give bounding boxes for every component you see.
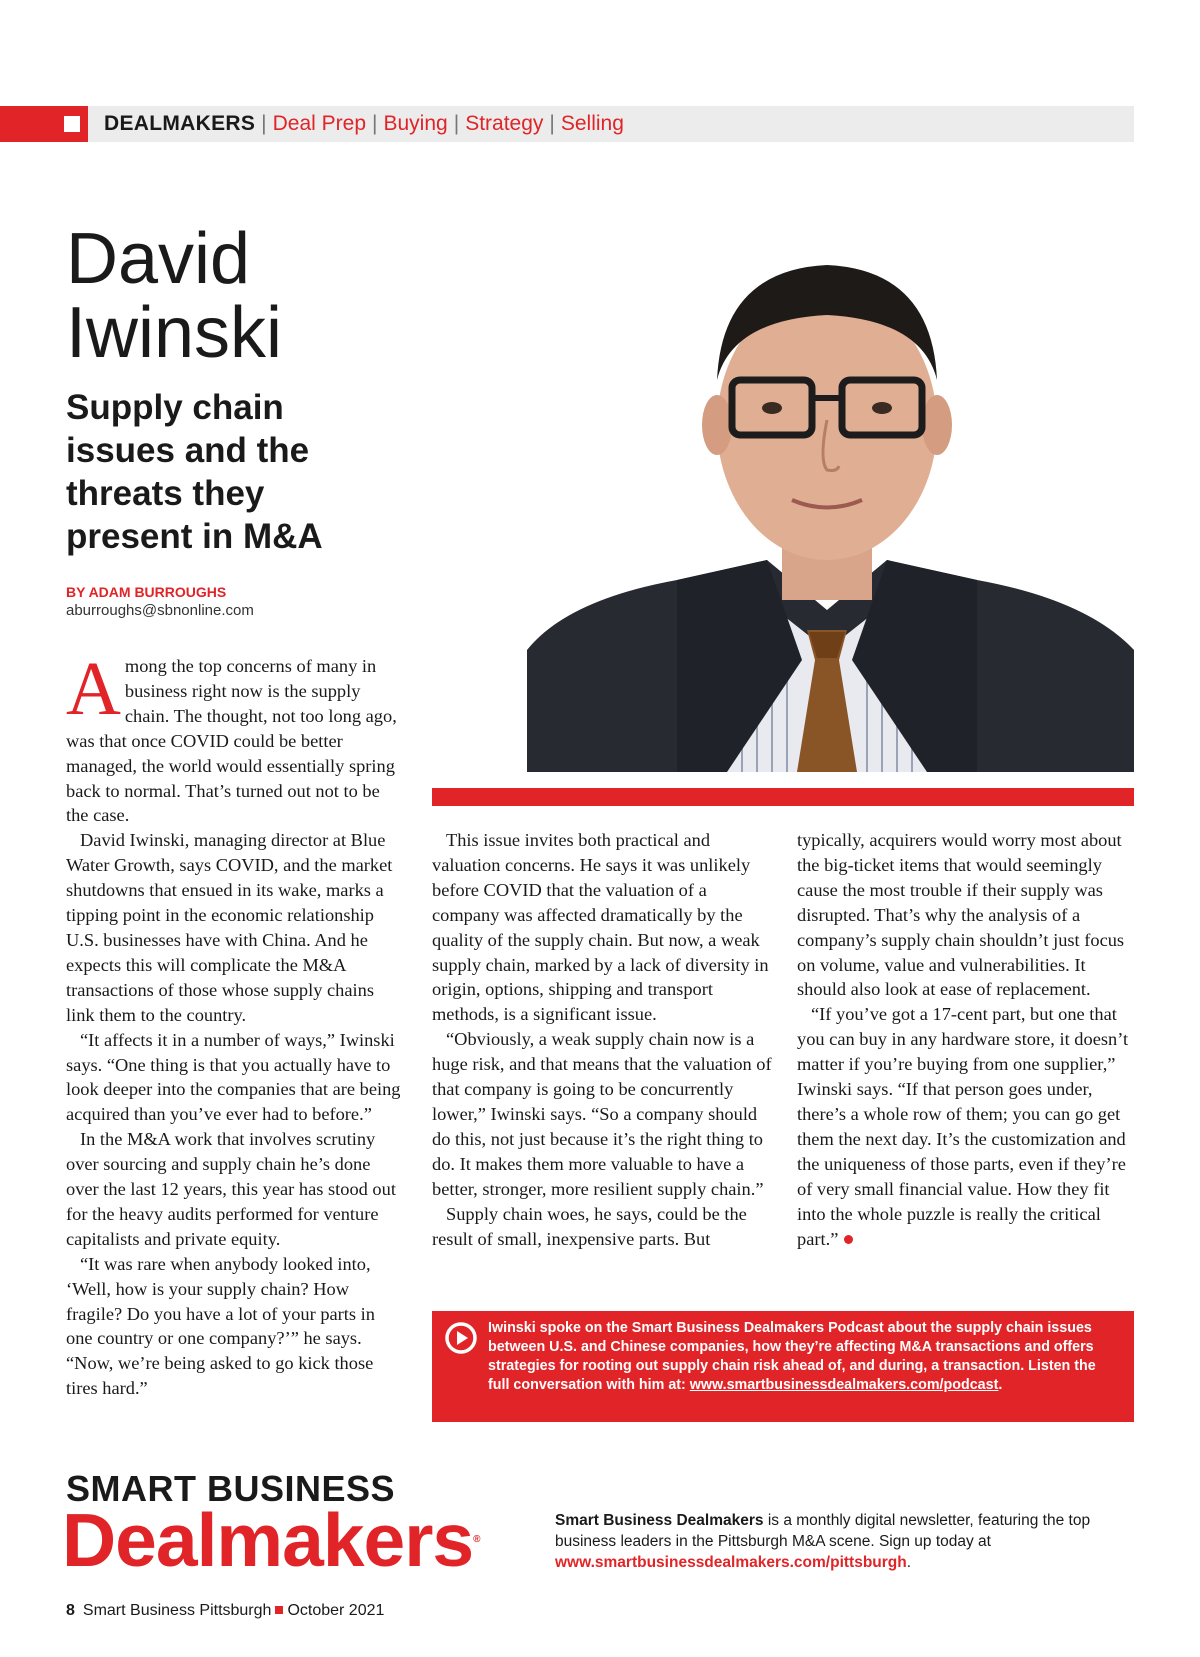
article-column-2 bbox=[432, 828, 774, 1251]
drop-cap: A bbox=[66, 647, 121, 731]
article-paragraph bbox=[797, 1002, 1134, 1251]
newsletter-signup-link[interactable]: www.smartbusinessdealmakers.com/pittsburgh bbox=[555, 1554, 907, 1571]
end-mark-icon bbox=[844, 1235, 853, 1244]
brand-logo-line2 bbox=[62, 1500, 481, 1580]
article-paragraph: “Obviously, a weak supply chain now is a huge risk, and that means that the valuation of that company is going to be concurrently lower,” Iwinski says. “So a company should do this, not just because it’s the right thing to do. It makes them more valuable to have a better, stronger, more resilient supply chain.” bbox=[432, 1029, 772, 1199]
section-nav-items bbox=[104, 106, 624, 142]
podcast-description: Iwinski spoke on the Smart Business Dealmakers Podcast about the supply chain issues between U.S. and Chinese companies, how they’re affecting M&A transactions and offers strategies for rooting out supply chain risk ahead of, and during, a transaction. Listen the full conversation with him at: bbox=[488, 1320, 1096, 1393]
nav-link-strategy[interactable]: Strategy bbox=[465, 112, 544, 135]
profile-name-line1: David bbox=[66, 219, 251, 299]
portrait-photo bbox=[527, 230, 1134, 772]
portrait-illustration bbox=[527, 230, 1134, 772]
play-circle-icon[interactable] bbox=[444, 1321, 478, 1355]
article-paragraph: David Iwinski, managing director at Blue Water Growth, says COVID, and the market shutdowns that ensued in its wake, marks a tipping point in the economic relationship U.S. businesses have with China. And he expects this will complicate the M&A transactions of those whose supply chains link them to the country. bbox=[66, 830, 393, 1025]
trademark-symbol: ® bbox=[473, 1534, 481, 1545]
brand-logo-line1: SMART BUSINESS bbox=[66, 1468, 396, 1509]
article-column-1 bbox=[66, 647, 406, 1401]
profile-name bbox=[66, 219, 283, 373]
podcast-link-suffix: . bbox=[998, 1377, 1003, 1393]
nav-separator: | bbox=[453, 112, 460, 135]
accent-rule bbox=[432, 788, 1134, 806]
podcast-link[interactable]: www.smartbusinessdealmakers.com/podcast bbox=[689, 1377, 999, 1393]
newsletter-name: Smart Business Dealmakers bbox=[555, 1512, 764, 1529]
author-email[interactable]: aburroughs@sbnonline.com bbox=[66, 602, 254, 619]
article-paragraph: “It affects it in a number of ways,” Iwinski says. “One thing is that you actually have to look deeper into the companies that are being acquired than you’ve ever had to before.” bbox=[66, 1029, 401, 1125]
paragraph-text: “If you’ve got a 17-cent part, but one that you can buy in any hardware store, it doesn’t matter if you’re buying from one supplier,” Iwinski says. “If that person goes under, there’s a whole row of them; you can go get them the next day. It’s the customization and the uniqueness of those parts, even if they’re of very small financial value. How they fit into the whole puzzle is really the critical part.” bbox=[797, 1004, 1129, 1249]
article-paragraph: In the M&A work that involves scrutiny over sourcing and supply chain he’s done over the last 12 years, this year has stood out for the heavy audits performed for venture capitalists and private equity. bbox=[66, 1129, 396, 1249]
brand-logo-wordmark: Dealmakers bbox=[62, 1498, 474, 1582]
article-deck: Supply chain issues and the threats they present in M&A bbox=[66, 388, 323, 556]
section-nav-bar bbox=[0, 106, 1134, 142]
article-paragraph: typically, acquirers would worry most about the big-ticket items that would seemingly cause the most trouble if their supply was disrupted. That’s why the analysis of a company’s supply chain shouldn’t just focus on volume, value and vulnerabilities. It should also look at ease of replacement. bbox=[797, 830, 1125, 1000]
podcast-callout bbox=[432, 1311, 1134, 1422]
nav-separator: | bbox=[261, 112, 267, 135]
nav-separator: | bbox=[549, 112, 555, 135]
paragraph-text: mong the top concerns of many in business right now is the supply chain. The thought, not too long ago, was that once COVID could be better managed, the world would essentially spring back to normal. That’s turned out not to be the case. bbox=[66, 656, 397, 826]
folio-separator-icon bbox=[275, 1606, 283, 1614]
issue-date: October 2021 bbox=[287, 1602, 385, 1619]
section-marker bbox=[0, 106, 88, 142]
profile-name-line2: Iwinski bbox=[66, 293, 283, 373]
article-paragraph: “It was rare when anybody looked into, ‘Well, how is your supply chain? How fragile? Do you have a lot of your parts in one country or one company?’” he says. “Now, we’re being asked to go kick those tires hard.” bbox=[66, 1253, 375, 1399]
byline: BY ADAM BURROUGHS bbox=[66, 584, 227, 600]
article-column-3 bbox=[797, 828, 1134, 1251]
publication-name: Smart Business Pittsburgh bbox=[82, 1602, 272, 1619]
nav-link-buying[interactable]: Buying bbox=[383, 112, 448, 135]
nav-link-selling[interactable]: Selling bbox=[560, 112, 624, 135]
article-paragraph: This issue invites both practical and valuation concerns. He says it was unlikely before COVID that the valuation of a company was affected dramatically by the quality of the supply chain. But now, a weak supply chain, marked by a lack of diversity in origin, options, shipping and transport methods, is a significant issue. bbox=[432, 830, 769, 1025]
newsletter-end: . bbox=[906, 1554, 912, 1571]
newsletter-promo bbox=[555, 1510, 1115, 1573]
page-folio bbox=[66, 1602, 384, 1620]
section-title: DEALMAKERS bbox=[104, 112, 256, 135]
article-paragraph: Supply chain woes, he says, could be the result of small, inexpensive parts. But bbox=[432, 1203, 747, 1249]
podcast-text bbox=[488, 1319, 1108, 1395]
nav-separator: | bbox=[372, 112, 378, 135]
newsletter-description: is a monthly digital newsletter, featuring the top business leaders in the Pittsburgh M&A scene. Sign up today at bbox=[555, 1512, 1091, 1550]
page-number: 8 bbox=[66, 1602, 75, 1619]
article-paragraph bbox=[66, 647, 406, 828]
nav-link-deal-prep[interactable]: Deal Prep bbox=[272, 112, 367, 135]
section-marker-square bbox=[64, 116, 80, 132]
